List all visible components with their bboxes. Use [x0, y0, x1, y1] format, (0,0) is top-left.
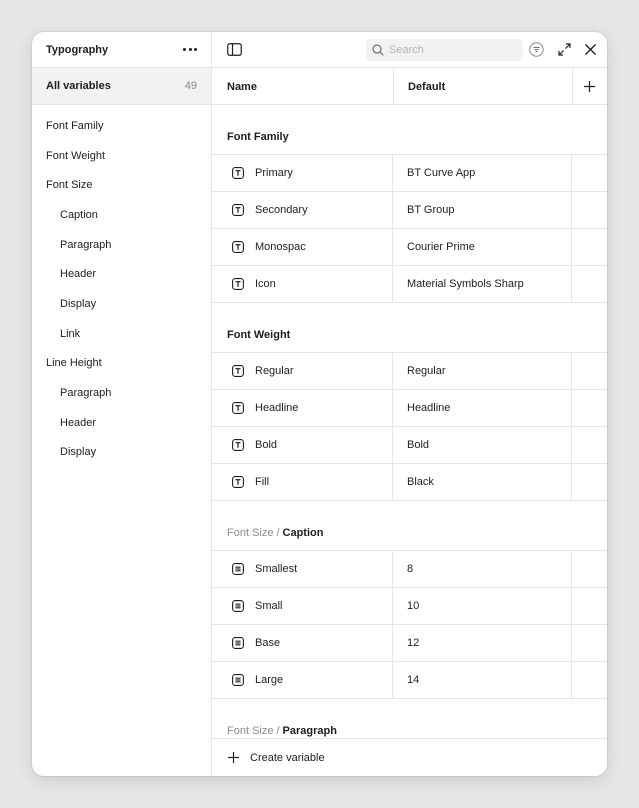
plus-icon [228, 752, 239, 763]
group-title [212, 303, 607, 353]
empty-mode-cell [572, 625, 607, 661]
create-variable-label: Create variable [250, 751, 325, 764]
more-options-icon[interactable] [181, 46, 199, 53]
number-type-icon [232, 637, 244, 649]
expand-icon[interactable] [558, 43, 571, 56]
sidebar-item[interactable] [32, 408, 211, 438]
group-title-prefix: Font Size [227, 725, 274, 737]
number-type-icon [232, 563, 244, 575]
variable-name: Regular [255, 365, 294, 377]
sidebar-item[interactable] [32, 259, 211, 289]
column-header-name[interactable]: Name [227, 80, 257, 93]
variable-value: Black [407, 476, 434, 488]
variable-row[interactable] [212, 464, 607, 501]
variable-value: BT Group [407, 204, 455, 216]
variable-value-cell[interactable] [393, 229, 572, 265]
variable-name-cell[interactable] [212, 390, 393, 426]
variable-row[interactable] [212, 427, 607, 464]
empty-mode-cell [572, 266, 607, 302]
group-title-prefix: Font Size [227, 527, 274, 539]
column-header-default[interactable]: Default [408, 80, 446, 93]
variable-value: Bold [407, 439, 430, 451]
sidebar-item[interactable] [32, 230, 211, 260]
variable-value-cell[interactable] [393, 625, 572, 661]
variable-name-cell[interactable] [212, 155, 393, 191]
variable-name-cell[interactable] [212, 625, 393, 661]
sidebar-item-label: Header [60, 268, 97, 281]
text-type-icon [232, 167, 244, 179]
variable-name: Large [255, 674, 284, 686]
variables-table-area [212, 32, 607, 776]
sidebar-item[interactable] [32, 378, 211, 408]
variable-name: Bold [255, 439, 278, 451]
text-type-icon [232, 439, 244, 451]
variable-group [212, 105, 607, 303]
variable-value: 10 [407, 600, 420, 612]
variable-value-cell[interactable] [393, 155, 572, 191]
variable-value: Regular [407, 365, 446, 377]
sidebar-item[interactable] [32, 319, 211, 349]
variable-name: Fill [255, 476, 270, 488]
variable-value-cell[interactable] [393, 192, 572, 228]
variable-name: Monospac [255, 241, 306, 253]
variable-value-cell[interactable] [393, 427, 572, 463]
empty-mode-cell [572, 588, 607, 624]
text-type-icon [232, 476, 244, 488]
variable-row[interactable] [212, 155, 607, 192]
sidebar-item-label: Paragraph [60, 238, 112, 251]
toolbar [212, 32, 607, 68]
variable-name-cell[interactable] [212, 588, 393, 624]
variable-name: Primary [255, 167, 293, 179]
number-type-icon [232, 600, 244, 612]
sidebar-toggle-icon[interactable] [227, 43, 242, 56]
text-type-icon [232, 402, 244, 414]
variable-row[interactable] [212, 625, 607, 662]
variable-row[interactable] [212, 551, 607, 588]
variable-row[interactable] [212, 353, 607, 390]
variable-name-cell[interactable] [212, 427, 393, 463]
empty-mode-cell [572, 353, 607, 389]
group-title [212, 105, 607, 155]
add-mode-button[interactable] [572, 68, 607, 105]
sidebar-item-label: Line Height [46, 357, 102, 370]
variable-name-cell[interactable] [212, 229, 393, 265]
variable-value: Courier Prime [407, 241, 475, 253]
variable-name: Icon [255, 278, 276, 290]
variable-group [212, 303, 607, 501]
search-box [366, 39, 523, 61]
sidebar-item-label: Header [60, 416, 97, 429]
variable-name: Smallest [255, 563, 298, 575]
collection-sidebar [32, 32, 212, 776]
variable-name-cell[interactable] [212, 464, 393, 500]
empty-mode-cell [572, 427, 607, 463]
variable-name: Base [255, 637, 281, 649]
variable-group [212, 501, 607, 699]
create-variable-button[interactable] [212, 738, 607, 776]
variable-name-cell[interactable] [212, 192, 393, 228]
variable-name: Secondary [255, 204, 308, 216]
variable-row[interactable] [212, 266, 607, 303]
empty-mode-cell [572, 229, 607, 265]
variable-row[interactable] [212, 662, 607, 699]
sidebar-item[interactable] [32, 200, 211, 230]
sidebar-item[interactable] [32, 170, 211, 200]
number-type-icon [232, 674, 244, 686]
sidebar-item-label: Display [60, 446, 97, 459]
empty-mode-cell [572, 464, 607, 500]
group-title-name: Font Weight [227, 329, 291, 341]
variable-name-cell[interactable] [212, 662, 393, 698]
empty-mode-cell [572, 662, 607, 698]
group-title-separator: / [276, 527, 280, 539]
variable-row[interactable] [212, 229, 607, 266]
text-type-icon [232, 204, 244, 216]
table-body [212, 105, 607, 738]
variable-value: Headline [407, 402, 451, 414]
sidebar-item[interactable] [32, 349, 211, 379]
group-title [212, 501, 607, 551]
group-title-name: Caption [282, 527, 324, 539]
close-icon[interactable] [584, 43, 597, 56]
text-type-icon [232, 278, 244, 290]
variable-row[interactable] [212, 390, 607, 427]
sidebar-header [32, 32, 211, 68]
sidebar-item-label: Link [60, 327, 81, 340]
sidebar-item-label: Font Family [46, 119, 104, 132]
variable-value-cell[interactable] [393, 662, 572, 698]
variable-value-cell[interactable] [393, 353, 572, 389]
variable-value-cell[interactable] [393, 551, 572, 587]
variable-value-cell[interactable] [393, 464, 572, 500]
variable-row[interactable] [212, 588, 607, 625]
empty-mode-cell [572, 551, 607, 587]
sidebar-item[interactable] [32, 438, 211, 468]
variable-value: 14 [407, 674, 420, 686]
variable-value: BT Curve App [407, 167, 476, 179]
filter-icon[interactable] [529, 42, 544, 57]
sidebar-item-label: Paragraph [60, 387, 112, 400]
variable-name-cell[interactable] [212, 551, 393, 587]
variable-name: Headline [255, 402, 299, 414]
sidebar-item-label: Font Size [46, 179, 93, 192]
variable-value: Material Symbols Sharp [407, 278, 524, 290]
column-divider [393, 68, 394, 105]
group-title-name: Font Family [227, 131, 289, 143]
sidebar-item-label: Font Weight [46, 149, 106, 162]
variable-name-cell[interactable] [212, 353, 393, 389]
variable-group [212, 699, 607, 738]
search-input[interactable] [389, 44, 509, 56]
text-type-icon [232, 365, 244, 377]
variable-name-cell[interactable] [212, 266, 393, 302]
all-variables-label: All variables [46, 80, 111, 92]
variable-value-cell[interactable] [393, 588, 572, 624]
sidebar-item-all-variables[interactable] [32, 68, 211, 105]
sidebar-item[interactable] [32, 111, 211, 141]
variable-row[interactable] [212, 192, 607, 229]
all-variables-count: 49 [184, 80, 197, 92]
group-title-name: Paragraph [282, 725, 337, 737]
variables-panel [32, 32, 607, 776]
empty-mode-cell [572, 390, 607, 426]
empty-mode-cell [572, 192, 607, 228]
plus-icon [584, 81, 595, 92]
sidebar-item-label: Display [60, 297, 97, 310]
text-type-icon [232, 241, 244, 253]
variable-name: Small [255, 600, 283, 612]
variable-value-cell[interactable] [393, 390, 572, 426]
empty-mode-cell [572, 155, 607, 191]
sidebar-item[interactable] [32, 289, 211, 319]
sidebar-item[interactable] [32, 141, 211, 171]
sidebar-item-label: Caption [60, 208, 98, 221]
search-icon [372, 44, 384, 56]
group-title [212, 699, 607, 738]
sidebar-group-list [32, 105, 211, 467]
collection-title[interactable]: Typography [46, 43, 109, 56]
variable-value-cell[interactable] [393, 266, 572, 302]
variable-value: 8 [407, 563, 414, 575]
variable-value: 12 [407, 637, 420, 649]
table-header [212, 68, 607, 105]
group-title-separator: / [276, 725, 280, 737]
